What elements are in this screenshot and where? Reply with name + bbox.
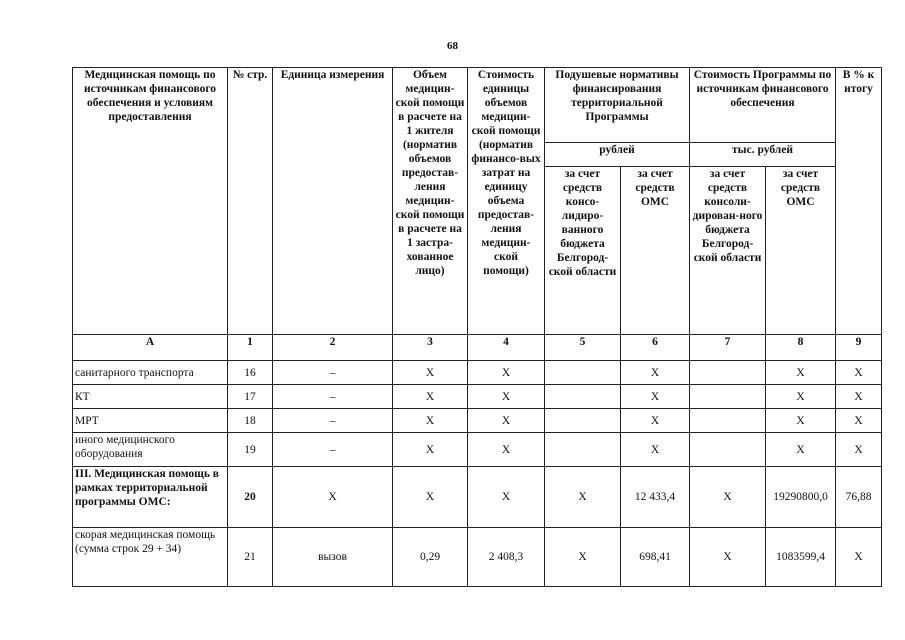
row-cost-budget: Х [690, 528, 766, 587]
row-line-number: 16 [228, 361, 273, 385]
column-number: 4 [468, 335, 545, 361]
row-percent: 76,88 [836, 467, 882, 528]
page-number: 68 [447, 40, 458, 52]
row-cost-oms: Х [766, 385, 836, 409]
row-per-capita-oms: Х [621, 385, 690, 409]
row-percent: Х [836, 409, 882, 433]
row-unit: – [273, 433, 393, 467]
row-volume: Х [393, 409, 468, 433]
row-cost-oms: 1083599,4 [766, 528, 836, 587]
row-unit-cost: Х [468, 385, 545, 409]
row-label: иного медицинского оборудования [73, 433, 228, 467]
row-volume: Х [393, 361, 468, 385]
table-row [73, 409, 882, 433]
column-number: 3 [393, 335, 468, 361]
column-number: 7 [690, 335, 766, 361]
row-label: скорая медицинская помощь (сумма строк 29 + 34) [73, 528, 228, 587]
header-program-cost-group: Стоимость Программы по источникам финансового обеспечения [690, 68, 836, 143]
header-cost-budget: за счет средств консоли-дирован-ного бюджета Белгород-ской области [690, 167, 766, 335]
row-per-capita-oms: Х [621, 361, 690, 385]
header-volume: Объем медицин-ской помощи в расчете на 1 жителя (норматив объемов предостав-ления медицин-ской помощи в расчете на 1 застра-хованное лицо) [393, 68, 468, 335]
table-row [73, 433, 882, 467]
row-label: III. Медицинская помощь в рамках территориальной программы ОМС: [73, 467, 228, 528]
program-cost-table [72, 67, 882, 587]
row-per-capita-oms: Х [621, 409, 690, 433]
row-line-number: 19 [228, 433, 273, 467]
row-label: КТ [73, 385, 228, 409]
row-unit: вызов [273, 528, 393, 587]
row-volume: Х [393, 433, 468, 467]
row-label: МРТ [73, 409, 228, 433]
column-number: 2 [273, 335, 393, 361]
row-unit: Х [273, 467, 393, 528]
header-percent-total: В % к итогу [836, 68, 882, 335]
row-cost-budget [690, 433, 766, 467]
row-percent: Х [836, 361, 882, 385]
row-cost-oms: Х [766, 409, 836, 433]
row-cost-oms: Х [766, 361, 836, 385]
column-number: 9 [836, 335, 882, 361]
row-unit: – [273, 385, 393, 409]
row-per-capita-budget: Х [545, 467, 621, 528]
column-number: 1 [228, 335, 273, 361]
row-cost-budget [690, 409, 766, 433]
header-program-cost-unit: тыс. рублей [690, 143, 836, 167]
row-percent: Х [836, 385, 882, 409]
row-unit-cost: Х [468, 361, 545, 385]
header-cost-oms: за счет средств ОМС [766, 167, 836, 335]
row-cost-budget [690, 385, 766, 409]
header-medical-care: Медицинская помощь по источникам финансового обеспечения и условиям предоставления [73, 68, 228, 335]
header-unit: Единица измерения [273, 68, 393, 335]
row-unit-cost: Х [468, 409, 545, 433]
row-unit: – [273, 409, 393, 433]
row-per-capita-budget [545, 409, 621, 433]
row-unit: – [273, 361, 393, 385]
row-unit-cost: Х [468, 467, 545, 528]
column-number: 5 [545, 335, 621, 361]
row-per-capita-budget [545, 385, 621, 409]
row-cost-oms: 19290800,0 [766, 467, 836, 528]
row-volume: Х [393, 467, 468, 528]
row-percent: Х [836, 433, 882, 467]
row-line-number: 17 [228, 385, 273, 409]
row-unit-cost: 2 408,3 [468, 528, 545, 587]
row-per-capita-oms: 12 433,4 [621, 467, 690, 528]
row-label: санитарного транспорта [73, 361, 228, 385]
row-cost-budget [690, 361, 766, 385]
table-row [73, 528, 882, 587]
header-per-capita-unit: рублей [545, 143, 690, 167]
row-per-capita-oms: Х [621, 433, 690, 467]
row-volume: 0,29 [393, 528, 468, 587]
header-per-capita-oms: за счет средств ОМС [621, 167, 690, 335]
row-line-number: 20 [228, 467, 273, 528]
row-line-number: 18 [228, 409, 273, 433]
table-row [73, 467, 882, 528]
header-line-number: № стр. [228, 68, 273, 335]
row-line-number: 21 [228, 528, 273, 587]
column-number: 6 [621, 335, 690, 361]
header-per-capita-budget: за счет средств консо-лидиро-ванного бюджета Белгород-ской области [545, 167, 621, 335]
row-unit-cost: Х [468, 433, 545, 467]
row-per-capita-budget: Х [545, 528, 621, 587]
table-row [73, 385, 882, 409]
table-row [73, 361, 882, 385]
row-percent: Х [836, 528, 882, 587]
header-unit-cost: Стоимость единицы объемов медицин-ской помощи (норматив финансо-вых затрат на единицу объема предостав-ления медицин-ской помощи) [468, 68, 545, 335]
row-per-capita-budget [545, 361, 621, 385]
column-number: А [73, 335, 228, 361]
row-per-capita-budget [545, 433, 621, 467]
column-number: 8 [766, 335, 836, 361]
row-cost-oms: Х [766, 433, 836, 467]
header-per-capita-group: Подушевые нормативы финансирования территориальной Программы [545, 68, 690, 143]
row-per-capita-oms: 698,41 [621, 528, 690, 587]
row-volume: Х [393, 385, 468, 409]
row-cost-budget: Х [690, 467, 766, 528]
